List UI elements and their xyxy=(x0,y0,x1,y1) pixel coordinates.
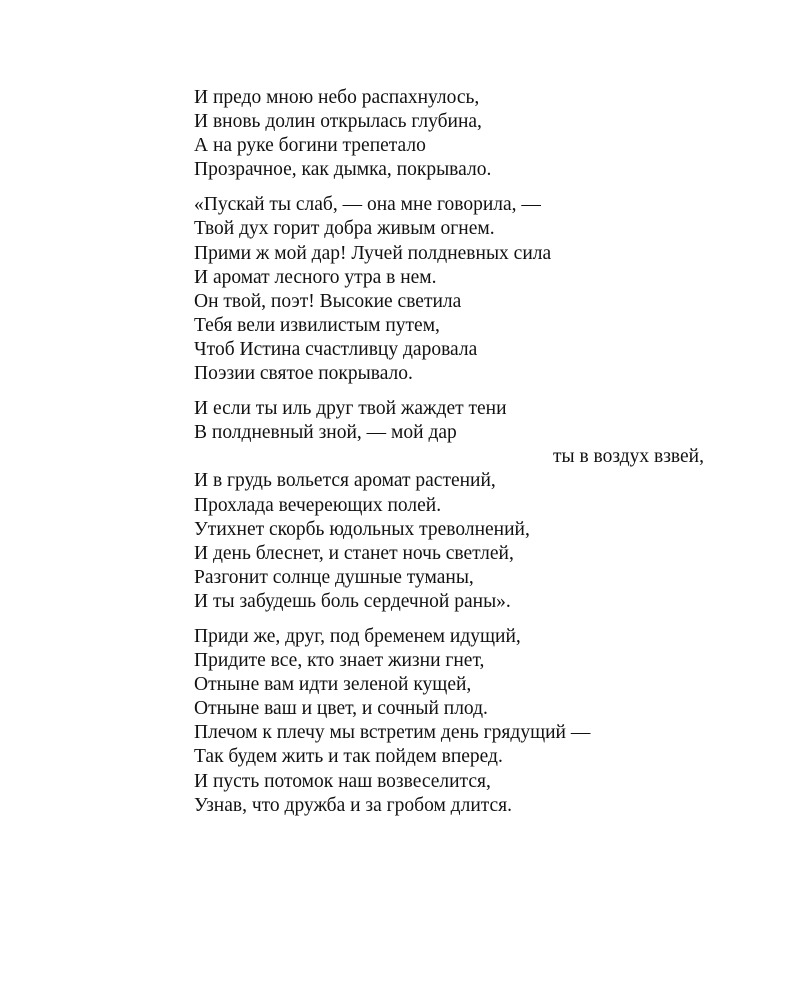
poem-line: Прозрачное, как дымка, покрывало. xyxy=(194,159,492,181)
poem-line: И вновь долин открылась глубина, xyxy=(194,111,482,133)
poem-line: Узнав, что дружба и за гробом длится. xyxy=(194,794,513,816)
poem-line: И аромат лесного утра в нем. xyxy=(194,266,437,288)
poem-line: Придите все, кто знает жизни гнет, xyxy=(194,650,485,672)
poem-line: И день блеснет, и станет ночь светлей, xyxy=(194,542,514,564)
stanza-2 xyxy=(194,193,714,386)
poem-line: И пусть потомок наш возвеселится, xyxy=(194,770,491,792)
poem-line: «Пускай ты слаб, — она мне говорила, — xyxy=(194,194,541,216)
poem-line: А на руке богини трепетало xyxy=(194,135,426,157)
poem-line: Плечом к плечу мы встретим день грядущий — xyxy=(194,722,591,744)
poem-line: Отныне вам идти зеленой кущей, xyxy=(194,674,472,696)
stanza-4 xyxy=(194,625,714,818)
poem-line: И в грудь вольется аромат растений, xyxy=(194,470,496,492)
poem-line: И если ты иль друг твой жаждет тени xyxy=(194,398,507,420)
poem-line: Так будем жить и так пойдем вперед. xyxy=(194,746,503,768)
poem-line: Приди же, друг, под бременем идущий, xyxy=(194,625,521,647)
poem-line: Твой дух горит добра живым огнем. xyxy=(194,218,495,240)
poem-line: Чтоб Истина счастливцу даровала xyxy=(194,338,478,360)
poem-line: Разгонит солнце душные туманы, xyxy=(194,566,474,588)
poem-line: Поэзии святое покрывало. xyxy=(194,363,413,385)
poem-line: В полдневный зной, — мой дар xyxy=(194,422,457,444)
poem-line: И предо мною небо распахнулось, xyxy=(194,87,480,108)
poem-line: Он твой, поэт! Высокие светила xyxy=(194,290,462,312)
poem-line: И ты забудешь боль сердечной раны». xyxy=(194,590,511,612)
poem-line: Прохлада вечереющих полей. xyxy=(194,494,442,516)
stanza-1 xyxy=(194,86,714,182)
poem-line: Тебя вели извилистым путем, xyxy=(194,314,440,336)
poem-line-continuation: ты в воздух взвей, xyxy=(552,446,704,468)
stanza-3 xyxy=(194,397,714,614)
poem-line: Отныне ваш и цвет, и сочный плод. xyxy=(194,698,488,720)
poem-line: Прими ж мой дар! Лучей полдневных сила xyxy=(194,242,552,264)
poem xyxy=(194,86,714,818)
poem-line: Утихнет скорбь юдольных треволнений, xyxy=(194,518,530,540)
